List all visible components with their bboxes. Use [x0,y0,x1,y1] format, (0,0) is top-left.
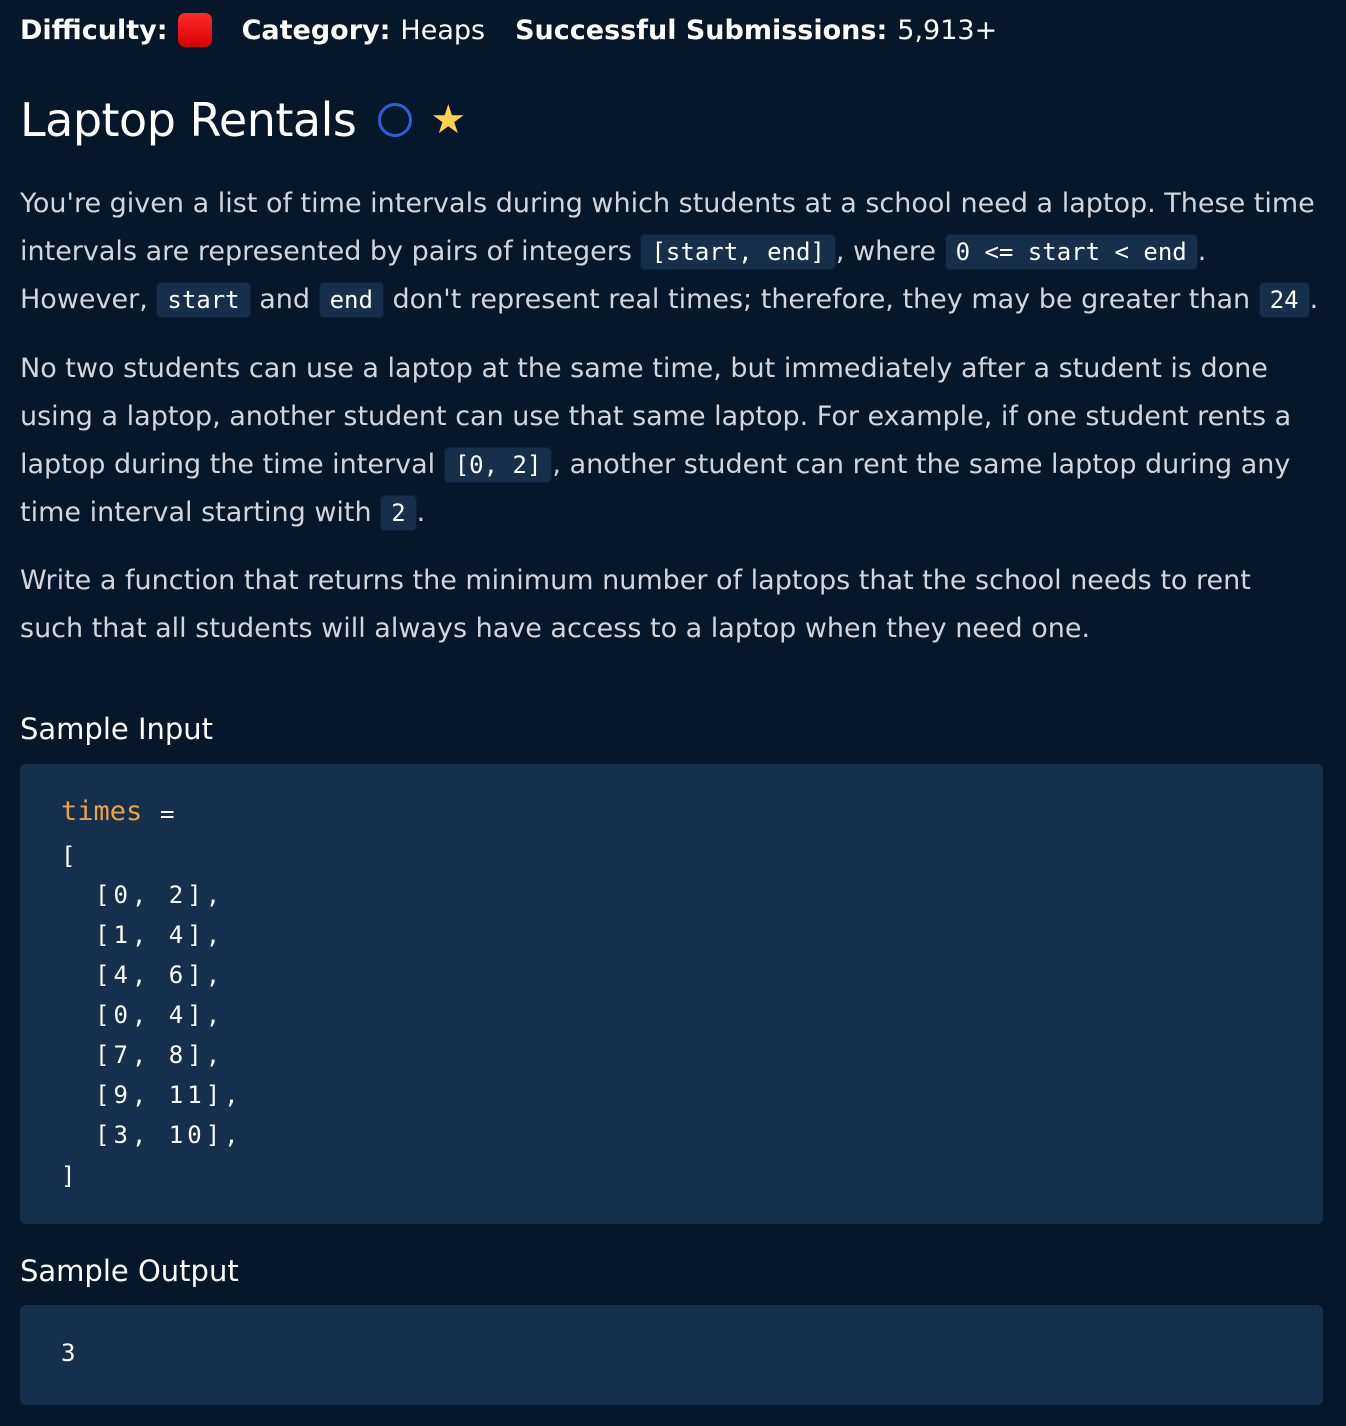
sample-output-heading: Sample Output [20,1254,239,1288]
interval-row: [9, 11], [95,1081,243,1109]
desc-text: , another student can rent the same laptop during any time interval starting with [20,449,1291,528]
category-label: Category: [241,14,391,46]
desc-text: , where [835,236,945,267]
submissions-label: Successful Submissions: [515,14,888,46]
desc-text: don't represent real times; therefore, they may be greater than [383,284,1259,315]
desc-text: and [250,284,319,315]
desc-text: No two students can use a laptop at the same time, but immediately after a student is done using a laptop, another student can use that same laptop. For example, if one student rents a laptop during the time interval [20,353,1292,480]
interval-row: [4, 6], [95,961,225,989]
interval-row: [7, 8], [95,1041,225,1069]
inline-code: 0 <= start < end [945,234,1198,270]
difficulty-badge [178,13,212,47]
desc-text: . [1309,284,1319,315]
inline-code: 2 [380,495,416,531]
input-variable-name: times [61,796,143,827]
inline-code: start [156,282,250,318]
page-title: Laptop Rentals [20,93,357,147]
inline-code: [start, end] [640,234,835,270]
description-paragraph-2 [20,345,1320,537]
open-bracket: [ [61,842,76,870]
inline-code: [0, 2] [444,447,553,483]
desc-text: . [416,497,426,528]
star-icon[interactable]: ★ [430,97,467,143]
desc-text: . However, [20,236,1207,315]
interval-row: [3, 10], [95,1121,243,1149]
output-value: 3 [61,1339,76,1367]
inline-code: end [319,282,384,318]
interval-row: [0, 2], [95,881,225,909]
sample-input-heading: Sample Input [20,712,214,746]
inline-code: 24 [1259,282,1310,318]
interval-row: [0, 4], [95,1001,225,1029]
difficulty-label: Difficulty: [20,14,168,46]
close-bracket: ] [61,1162,76,1190]
completion-circle-icon[interactable] [378,103,412,137]
sample-output-code-block [20,1305,1323,1405]
input-equals-sign: = [160,800,175,828]
desc-text: You're given a list of time intervals during which students at a school need a laptop. These time intervals are represented by pairs of integers [20,188,1315,267]
interval-row: [1, 4], [95,921,225,949]
title-row [20,88,466,152]
description-paragraph-3: Write a function that returns the minimum number of laptops that the school needs to rent such that all students will always have access to a laptop when they need one. [20,565,1251,644]
category-value: Heaps [400,14,486,46]
problem-meta-bar [20,10,997,50]
submissions-value: 5,913+ [897,14,998,46]
sample-input-code-block [20,764,1323,1224]
description-paragraph-1 [20,180,1320,324]
